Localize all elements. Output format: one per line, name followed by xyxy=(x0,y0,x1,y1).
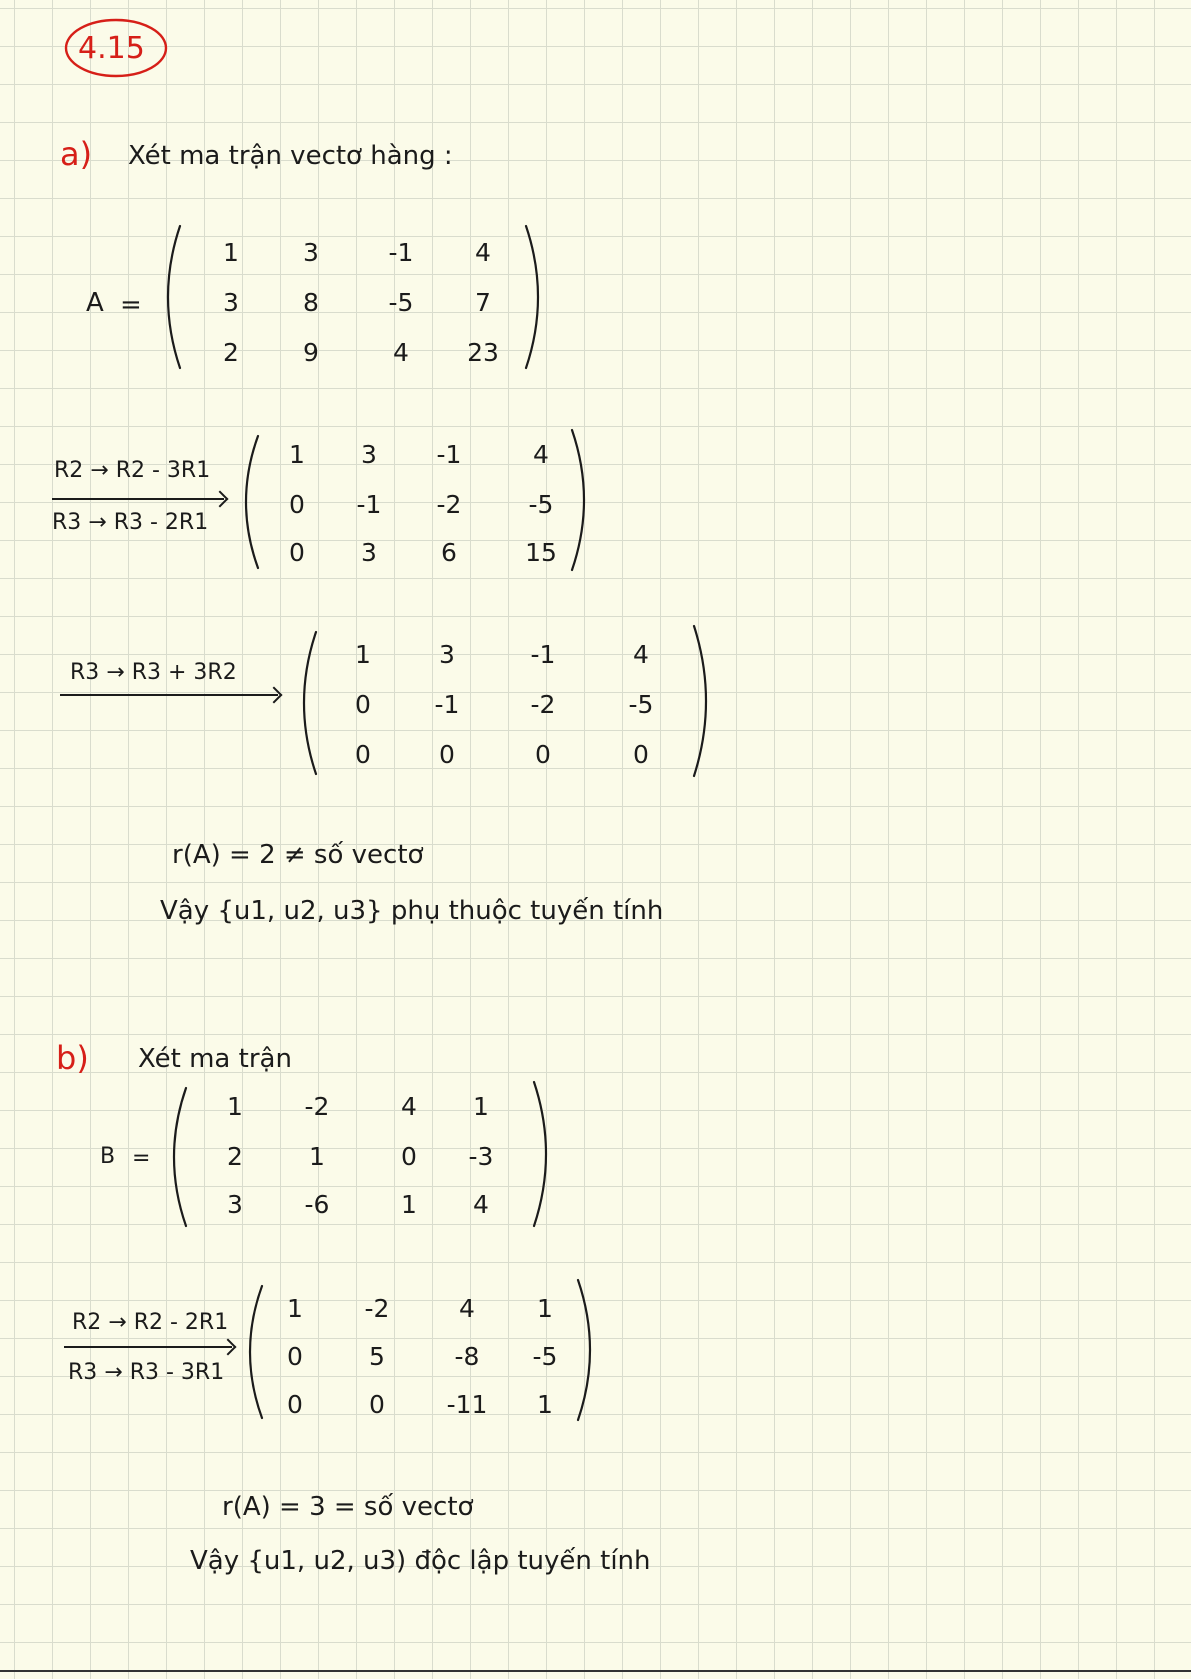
row-operation: R3 → R3 - 2R1 xyxy=(52,510,209,535)
matrix-cell: -5 xyxy=(628,690,654,719)
matrix-cell: 1 xyxy=(227,1092,243,1121)
matrix-cell: 4 xyxy=(473,1190,489,1219)
matrix-cell: 0 xyxy=(355,690,371,719)
conclusion: Vậy {u1, u2, u3) độc lập tuyến tính xyxy=(190,1546,651,1576)
matrix-cell: 1 xyxy=(537,1294,553,1323)
matrix-cell: 3 xyxy=(361,538,377,567)
matrix-cell: 2 xyxy=(227,1142,243,1171)
matrix-cell: 4 xyxy=(533,440,549,469)
matrix-cell: -1 xyxy=(434,690,460,719)
matrix-cell: 1 xyxy=(355,640,371,669)
matrix-cell: 1 xyxy=(473,1092,489,1121)
rank-statement: r(A) = 3 = số vectơ xyxy=(222,1492,474,1522)
matrix-cell: -6 xyxy=(304,1190,330,1219)
problem-number: 4.15 xyxy=(78,31,145,66)
matrix-a-equals: = xyxy=(120,290,142,320)
matrix-b-name: B xyxy=(100,1144,116,1169)
matrix-cell: 4 xyxy=(633,640,649,669)
matrix-cell: -2 xyxy=(304,1092,330,1121)
matrix-a-left-paren xyxy=(158,222,188,372)
matrix-b-right-paren xyxy=(528,1078,558,1230)
matrix-cell: 0 xyxy=(401,1142,417,1171)
row-operation: R3 → R3 + 3R2 xyxy=(70,660,237,685)
matrix-cell: 0 xyxy=(535,740,551,769)
matrix-cell: 0 xyxy=(355,740,371,769)
part-a-label: a) xyxy=(60,135,93,173)
transform-arrow xyxy=(60,694,278,696)
matrix-cell: 1 xyxy=(309,1142,325,1171)
conclusion: Vậy {u1, u2, u3} phụ thuộc tuyến tính xyxy=(160,896,664,926)
step2-a-left-paren xyxy=(294,628,324,778)
matrix-cell: 1 xyxy=(289,440,305,469)
matrix-cell: -3 xyxy=(468,1142,494,1171)
matrix-cell: 3 xyxy=(303,238,319,267)
matrix-cell: 3 xyxy=(223,288,239,317)
row-operation: R3 → R3 - 3R1 xyxy=(68,1360,225,1385)
matrix-cell: 0 xyxy=(439,740,455,769)
matrix-cell: 0 xyxy=(289,538,305,567)
transform-arrow xyxy=(64,1346,232,1348)
matrix-cell: 15 xyxy=(525,538,557,567)
matrix-cell: 1 xyxy=(401,1190,417,1219)
part-a-intro: Xét ma trận vectơ hàng : xyxy=(128,141,453,171)
matrix-cell: 3 xyxy=(361,440,377,469)
matrix-cell: 3 xyxy=(439,640,455,669)
page-bottom-edge xyxy=(0,1670,1191,1672)
matrix-b-left-paren xyxy=(164,1084,194,1230)
matrix-cell: 9 xyxy=(303,338,319,367)
matrix-cell: -5 xyxy=(528,490,554,519)
matrix-cell: 4 xyxy=(459,1294,475,1323)
matrix-cell: 23 xyxy=(467,338,499,367)
matrix-cell: 1 xyxy=(223,238,239,267)
row-operation: R2 → R2 - 2R1 xyxy=(72,1310,229,1335)
matrix-cell: -2 xyxy=(364,1294,390,1323)
matrix-cell: 0 xyxy=(287,1390,303,1419)
matrix-cell: 1 xyxy=(537,1390,553,1419)
step2-a-right-paren xyxy=(688,622,718,780)
matrix-cell: -1 xyxy=(436,440,462,469)
matrix-cell: 6 xyxy=(441,538,457,567)
matrix-cell: -5 xyxy=(532,1342,558,1371)
matrix-cell: 4 xyxy=(475,238,491,267)
matrix-cell: 0 xyxy=(633,740,649,769)
row-operation: R2 → R2 - 3R1 xyxy=(54,458,211,483)
part-b-label: b) xyxy=(56,1039,89,1077)
matrix-cell: 8 xyxy=(303,288,319,317)
matrix-a-right-paren xyxy=(520,222,550,372)
rank-statement: r(A) = 2 ≠ số vectơ xyxy=(172,840,424,870)
matrix-cell: -2 xyxy=(436,490,462,519)
matrix-cell: 5 xyxy=(369,1342,385,1371)
matrix-cell: -8 xyxy=(454,1342,480,1371)
part-b-intro: Xét ma trận xyxy=(138,1044,292,1074)
matrix-cell: 4 xyxy=(393,338,409,367)
matrix-cell: -1 xyxy=(530,640,556,669)
matrix-cell: 4 xyxy=(401,1092,417,1121)
matrix-cell: 0 xyxy=(287,1342,303,1371)
transform-arrow xyxy=(52,498,224,500)
matrix-cell: 3 xyxy=(227,1190,243,1219)
matrix-cell: 0 xyxy=(369,1390,385,1419)
matrix-cell: 2 xyxy=(223,338,239,367)
matrix-cell: -5 xyxy=(388,288,414,317)
matrix-cell: -1 xyxy=(356,490,382,519)
matrix-cell: 1 xyxy=(287,1294,303,1323)
matrix-cell: -2 xyxy=(530,690,556,719)
matrix-cell: -11 xyxy=(446,1390,488,1419)
matrix-cell: 7 xyxy=(475,288,491,317)
matrix-cell: -1 xyxy=(388,238,414,267)
matrix-a-name: A xyxy=(86,288,104,318)
matrix-b-equals: = xyxy=(132,1146,151,1171)
matrix-cell: 0 xyxy=(289,490,305,519)
